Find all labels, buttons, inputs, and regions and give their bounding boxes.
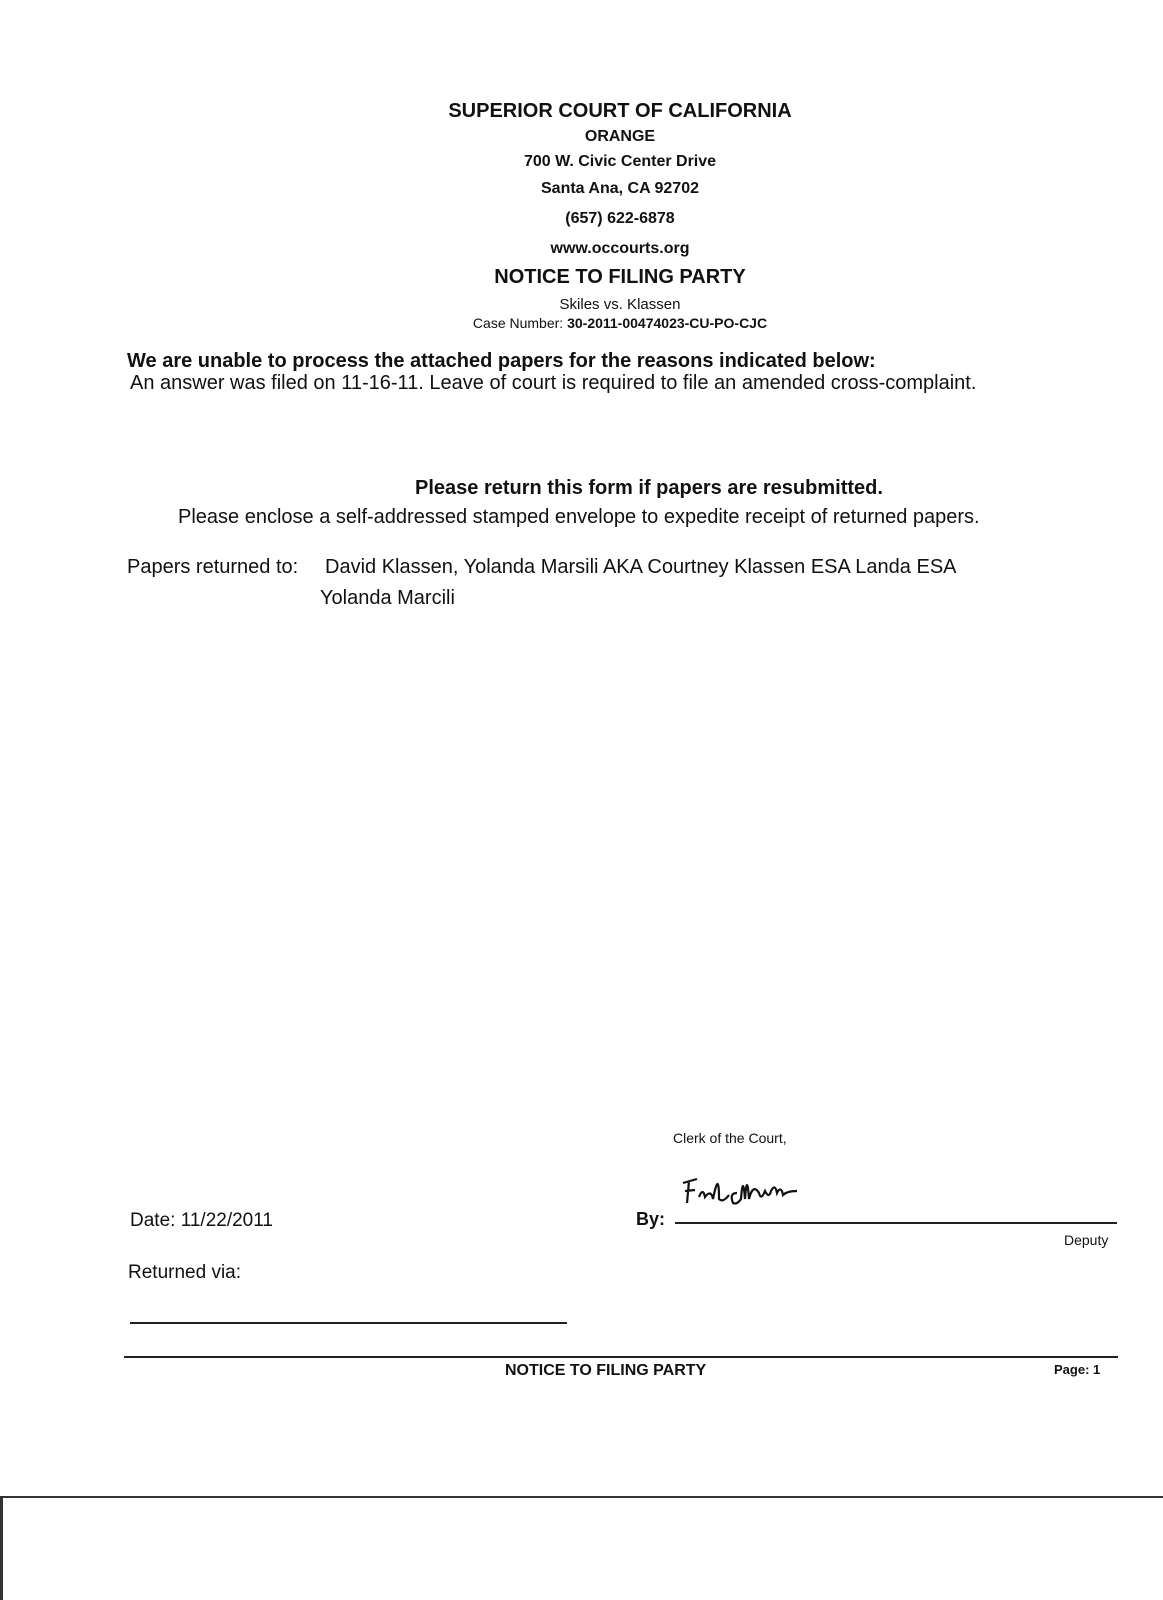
date-line [130,1210,273,1232]
date-value: 11/22/2011 [180,1210,273,1231]
signature-line [675,1222,1117,1224]
deputy-label: Deputy [1064,1232,1109,1248]
page-number: 1 [1093,1362,1101,1377]
signature [675,1175,875,1220]
returned-to-line1: David Klassen, Yolanda Marsili AKA Courtney Klassen ESA Landa ESA [325,556,957,578]
envelope-notice: Please enclose a self-addressed stamped envelope to expedite receipt of returned papers. [178,506,980,528]
phone: (657) 622-6878 [565,210,675,227]
county: ORANGE [584,128,656,145]
by-label: By: [636,1209,666,1229]
case-number-label: Case Number: [472,315,564,331]
clerk-label: Clerk of the Court, [673,1130,787,1146]
street-address: 700 W. Civic Center Drive [523,153,717,170]
returned-via-line [130,1322,567,1324]
case-name: Skiles vs. Klassen [559,296,681,313]
reasons-heading: We are unable to process the attached papers for the reasons indicated below: [127,350,876,372]
scan-edge-left [0,1496,3,1600]
city-address: Santa Ana, CA 92702 [541,180,699,197]
page-indicator [1054,1362,1100,1377]
date-label: Date: [130,1210,176,1231]
returned-to-line2: Yolanda Marcili [320,587,455,609]
scan-edge-line [0,1496,1163,1498]
court-name: SUPERIOR COURT OF CALIFORNIA [448,100,792,122]
return-notice: Please return this form if papers are resubmitted. [415,477,883,499]
footer-title: NOTICE TO FILING PARTY [505,1362,707,1379]
footer-rule [124,1356,1118,1358]
returned-to-label: Papers returned to: [127,556,299,578]
notice-title: NOTICE TO FILING PARTY [494,266,746,288]
returned-via-label: Returned via: [128,1262,242,1283]
website: www.occourts.org [550,240,690,257]
case-number-line [0,315,1163,331]
page-label: Page: [1054,1362,1090,1377]
case-number: 30-2011-00474023-CU-PO-CJC [567,315,768,331]
reason-text: An answer was filed on 11-16-11. Leave of court is required to file an amended cross-complaint. [130,372,977,394]
